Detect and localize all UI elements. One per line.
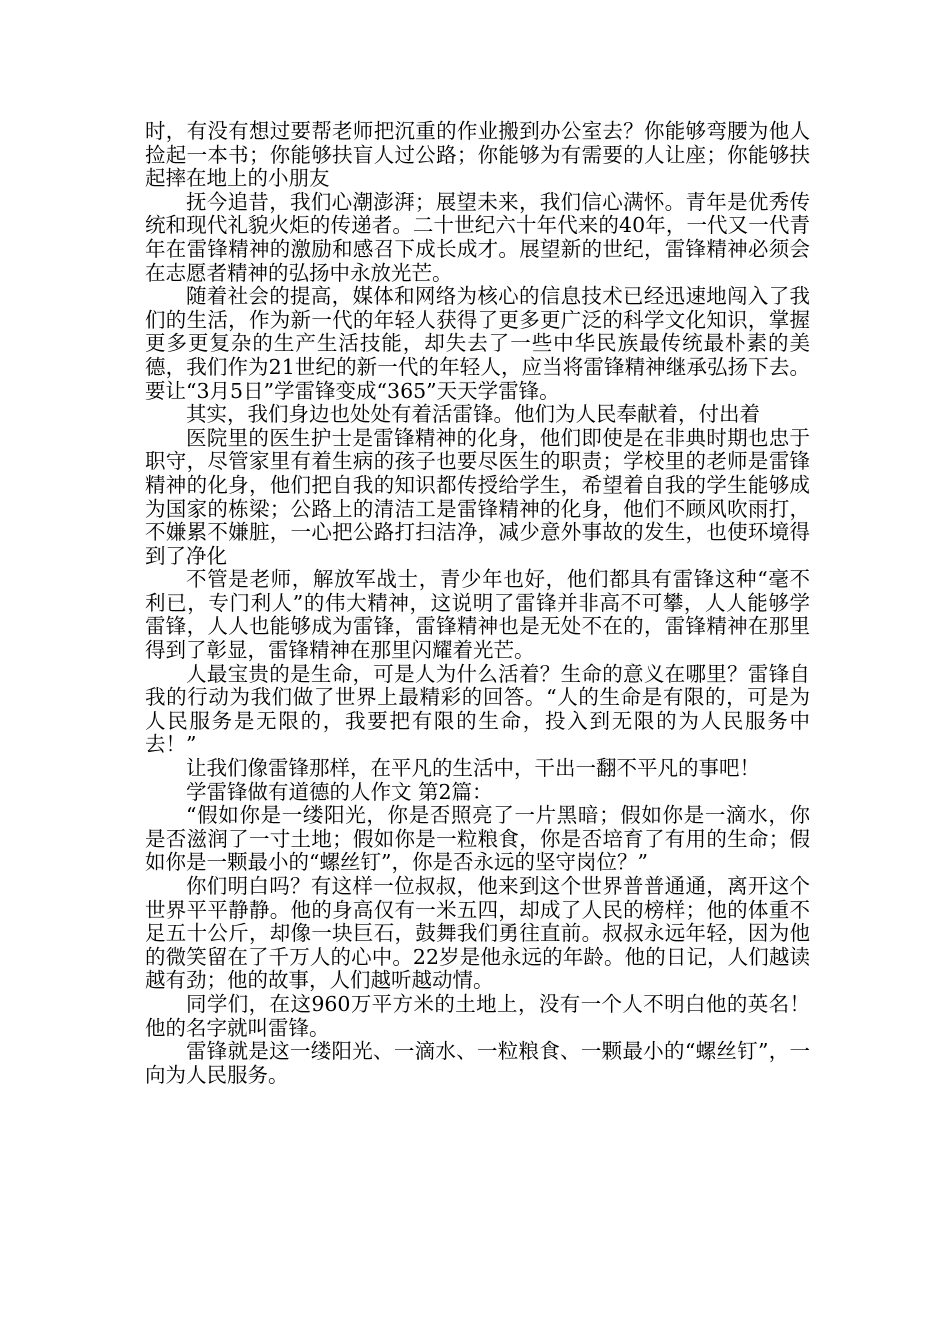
paragraph-7: 人最宝贵的是生命，可是人为什么活着？生命的意义在哪里？雷锋自我的行动为我们做了世界上最精彩的回答。“人的生命是有限的，可是为人民服务是无限的，我要把有限的生命，投入到无限的为人民服务中去！” xyxy=(145,661,810,757)
paragraph-8: 让我们像雷锋那样，在平凡的生活中，干出一翻不平凡的事吧！ xyxy=(186,756,760,781)
paragraph-13: 雷锋就是这一缕阳光、一滴水、一粒粮食、一颗最小的“螺丝钉”，一向为人民服务。 xyxy=(145,1039,810,1087)
paragraph-10: “假如你是一缕阳光，你是否照亮了一片黑暗；假如你是一滴水，你是否滋润了一寸土地；假如你是一粒粮食，你是否培育了有用的生命；假如你是一颗最小的“螺丝钉”，你是否永远的坚守岗位？” xyxy=(145,803,810,875)
paragraph-3: 随着社会的提高，媒体和网络为核心的信息技术已经迅速地闯入了我们的生活，作为新一代的年轻人获得了更多更广泛的科学文化知识，掌握更多更复杂的生产生活技能，却失去了一些中华民族最传统最朴素的美德，我们作为21世纪的新一代的年轻人，应当将雷锋精神继承弘扬下去。要让“3月5日”学雷锋变成“365”天天学雷锋。 xyxy=(145,284,810,403)
paragraph-6: 不管是老师，解放军战士，青少年也好，他们都具有雷锋这种“毫不利已，专门利人”的伟大精神，这说明了雷锋并非高不可攀，人人能够学雷锋，人人也能够成为雷锋，雷锋精神也是无处不在的，雷锋精神在那里得到了彰显，雷锋精神在那里闪耀着光芒。 xyxy=(145,567,810,663)
paragraph-12: 同学们，在这960万平方米的土地上，没有一个人不明白他的英名！他的名字就叫雷锋。 xyxy=(145,991,810,1040)
document-body xyxy=(145,120,810,1087)
section-heading: 学雷锋做有道德的人作文 第2篇： xyxy=(186,779,493,804)
paragraph-11: 你们明白吗？有这样一位叔叔，他来到这个世界普普通通，离开这个世界平平静静。他的身高仅有一米五四，却成了人民的榜样；他的体重不足五十公斤，却像一块巨石，鼓舞我们勇往直前。叔叔永远年轻，因为他的微笑留在了千万人的心中。22岁是他永远的年龄。他的日记，人们越读越有劲；他的故事，人们越听越动情。 xyxy=(145,874,810,993)
paragraph-4: 其实，我们身边也处处有着活雷锋。他们为人民奉献着，付出着 xyxy=(186,402,760,427)
paragraph-5: 医院里的医生护士是雷锋精神的化身，他们即使是在非典时期也忠于职守，尽管家里有着生病的孩子也要尽医生的职责；学校里的老师是雷锋精神的化身，他们把自我的知识都传授给学生，希望着自我的学生能够成为国家的栋梁；公路上的清洁工是雷锋精神的化身，他们不顾风吹雨打，不嫌累不嫌脏，一心把公路打扫洁净，减少意外事故的发生，也使环境得到了净化 xyxy=(145,425,810,568)
paragraph-2: 抚今追昔，我们心潮澎湃；展望未来，我们信心满怀。青年是优秀传统和现代礼貌火炬的传递者。二十世纪六十年代来的40年，一代又一代青年在雷锋精神的激励和感召下成长成才。展望新的世纪，雷锋精神必须会在志愿者精神的弘扬中永放光芒。 xyxy=(145,189,810,285)
paragraph-1: 时，有没有想过要帮老师把沉重的作业搬到办公室去？你能够弯腰为他人捡起一本书；你能够扶盲人过公路；你能够为有需要的人让座；你能够扶起摔在地上的小朋友 xyxy=(145,119,810,191)
